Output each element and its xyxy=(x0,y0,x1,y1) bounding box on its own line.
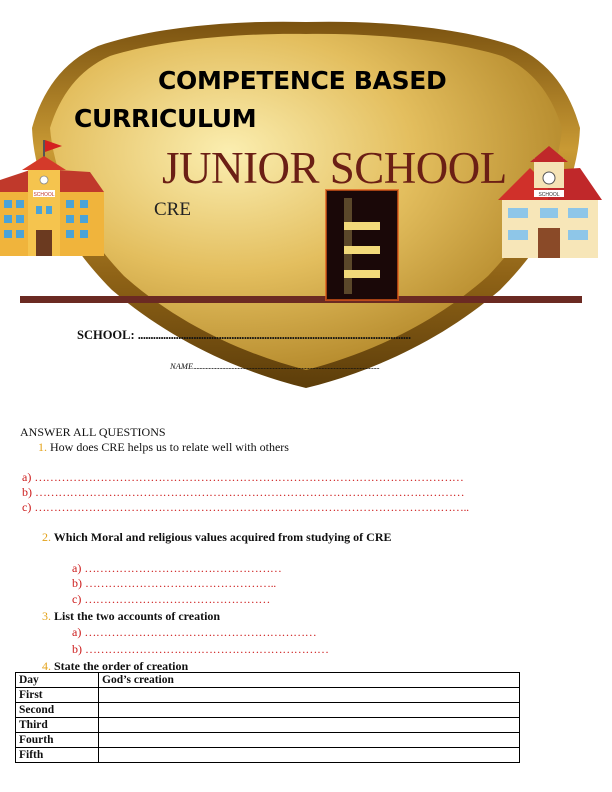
name-field[interactable] xyxy=(170,361,379,371)
table-row xyxy=(16,688,520,703)
day-cell: Fourth xyxy=(16,733,99,748)
question-number: 4. xyxy=(42,659,51,673)
answer-line[interactable] xyxy=(22,500,469,515)
answer-line[interactable] xyxy=(72,576,276,591)
answer-dots: ………………………………………………………………………………………………… xyxy=(34,470,464,484)
answer-label: a) xyxy=(22,470,32,484)
title-competence-based: COMPETENCE BASED xyxy=(158,66,447,95)
table-row xyxy=(16,718,520,733)
question-text: List the two accounts of creation xyxy=(54,609,221,623)
day-cell: Third xyxy=(16,718,99,733)
question-text: How does CRE helps us to relate well with others xyxy=(50,440,289,454)
answer-line[interactable] xyxy=(72,592,270,607)
school-field-label: SCHOOL: xyxy=(77,328,135,342)
book-graphic xyxy=(326,190,398,300)
day-cell: Fifth xyxy=(16,748,99,763)
name-field-label: NAME xyxy=(170,361,194,371)
creation-cell[interactable] xyxy=(99,688,520,703)
question-text: Which Moral and religious values acquired from studying of CRE xyxy=(53,530,392,544)
answer-dots: …………………………………………………… xyxy=(84,625,317,639)
creation-cell[interactable] xyxy=(99,748,520,763)
answer-dots: …………………………………………… xyxy=(84,561,282,575)
creation-cell[interactable] xyxy=(99,733,520,748)
creation-cell[interactable] xyxy=(99,718,520,733)
table-row xyxy=(16,703,520,718)
answer-label: c) xyxy=(22,500,32,514)
subject-label: CRE xyxy=(154,199,191,220)
answer-line[interactable] xyxy=(72,561,282,576)
day-cell: First xyxy=(16,688,99,703)
answer-dots: ………………………………………………………………………………………………… xyxy=(35,485,465,499)
table-row xyxy=(16,733,520,748)
table-row xyxy=(16,748,520,763)
answer-label: b) xyxy=(72,576,82,590)
question-3 xyxy=(42,609,220,624)
answer-label: c) xyxy=(72,592,82,606)
school-sign-left: SCHOOL xyxy=(33,192,55,198)
header-divider-bar xyxy=(20,296,582,303)
question-number: 1. xyxy=(38,440,47,454)
question-1 xyxy=(38,440,289,455)
answer-dots: ………………………………………… xyxy=(84,592,270,606)
name-field-dots: .......................................................................................................................... xyxy=(193,361,380,371)
answer-label: b) xyxy=(22,485,32,499)
answer-line[interactable] xyxy=(22,470,464,485)
question-number: 2. xyxy=(42,530,51,544)
question-2 xyxy=(42,530,392,545)
answer-label: a) xyxy=(72,561,82,575)
school-sign-right: SCHOOL xyxy=(538,192,560,198)
column-header-creation: God’s creation xyxy=(99,673,520,688)
column-header-day: Day xyxy=(16,673,99,688)
answer-label: b) xyxy=(72,642,82,656)
creation-cell[interactable] xyxy=(99,703,520,718)
answer-dots: ……………………………………………………… xyxy=(85,642,329,656)
answer-label: a) xyxy=(72,625,82,639)
question-number: 3. xyxy=(42,609,51,623)
school-field-dots: ............................................................................................................ xyxy=(137,328,411,342)
answer-line[interactable] xyxy=(22,485,464,500)
school-level-title: JUNIOR SCHOOL xyxy=(162,143,507,193)
day-cell: Second xyxy=(16,703,99,718)
table-header-row xyxy=(16,673,520,688)
answer-dots: ………………………………………….. xyxy=(85,576,276,590)
answer-line[interactable] xyxy=(72,642,329,657)
creation-order-table xyxy=(15,672,520,763)
school-field[interactable] xyxy=(77,328,410,343)
answer-line[interactable] xyxy=(72,625,316,640)
answer-dots: ………………………………………………………………………………………………….. xyxy=(34,500,469,514)
title-curriculum: CURRICULUM xyxy=(74,104,257,133)
question-text: State the order of creation xyxy=(54,659,189,673)
instructions: ANSWER ALL QUESTIONS xyxy=(20,425,166,439)
